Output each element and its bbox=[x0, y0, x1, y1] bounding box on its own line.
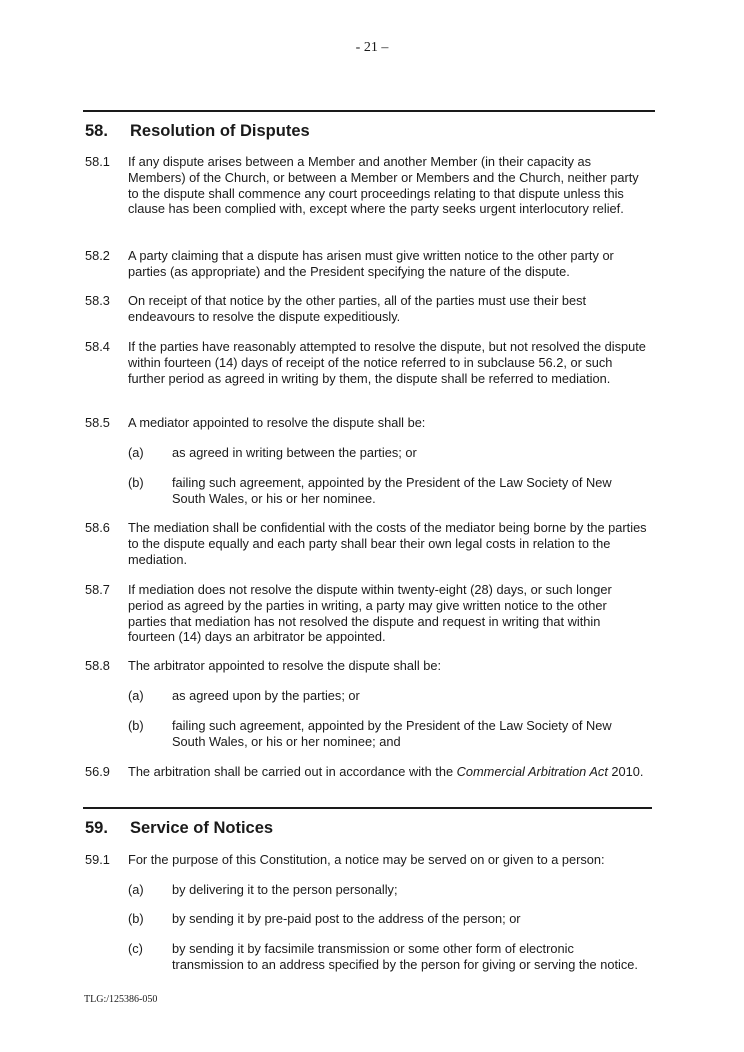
subclause-59-1-b bbox=[128, 911, 648, 927]
subclause-label: (a) bbox=[128, 688, 144, 703]
subclause-label: (a) bbox=[128, 445, 144, 460]
clause-number: 58.7 bbox=[85, 582, 110, 597]
subclause-text: by delivering it to the person personally; bbox=[172, 882, 398, 897]
subclause-label: (b) bbox=[128, 718, 144, 733]
subclause-text: by sending it by pre-paid post to the address of the person; or bbox=[172, 911, 521, 926]
clause-number: 58.2 bbox=[85, 248, 110, 263]
subclause-58-5-b bbox=[128, 475, 648, 507]
clause-58-2 bbox=[85, 248, 647, 280]
clause-text: If mediation does not resolve the dispute within twenty-eight (28) days, or such longer period as agreed by the parties in writing, a party may give written notice to the other parties that mediation has not resolved the dispute and request in writing that within fourteen (14) days an arbitrator be appointed. bbox=[128, 582, 612, 645]
section-title: Resolution of Disputes bbox=[130, 122, 310, 140]
subclause-58-8-a bbox=[128, 688, 648, 704]
clause-text: The mediation shall be confidential with the costs of the mediator being borne by the parties to the dispute equally and each party shall bear their own legal costs in relation to the mediation. bbox=[128, 520, 647, 567]
clause-56-9 bbox=[85, 764, 647, 780]
clause-58-5 bbox=[85, 415, 647, 431]
clause-text bbox=[128, 764, 647, 780]
clause-text: A party claiming that a dispute has arisen must give written notice to the other party or parties (as appropriate) and the President specifying the nature of the dispute. bbox=[128, 248, 614, 279]
subclause-text: failing such agreement, appointed by the President of the Law Society of New South Wales, or his or her nominee; and bbox=[172, 718, 612, 749]
section-divider bbox=[83, 110, 655, 112]
subclause-label: (c) bbox=[128, 941, 143, 956]
clause-text-lead: The arbitration shall be carried out in accordance with the bbox=[128, 764, 457, 779]
subclause-59-1-a bbox=[128, 882, 648, 898]
clause-number: 58.6 bbox=[85, 520, 110, 535]
clause-text: If the parties have reasonably attempted to resolve the dispute, but not resolved the dispute within fourteen (14) days of receipt of the notice referred to in subclause 56.2, or such further period as agreed in writing by them, the dispute shall be referred to mediation. bbox=[128, 339, 646, 386]
clause-58-8 bbox=[85, 658, 647, 674]
clause-number: 56.9 bbox=[85, 764, 110, 779]
act-name: Commercial Arbitration Act bbox=[456, 764, 608, 779]
clause-text: If any dispute arises between a Member and another Member (in their capacity as Members) of the Church, or between a Member or Members and the Church, neither party to the dispute shall commence any court proceedings relating to that dispute unless this clause has been complied with, except where the party seeks urgent interlocutory relief. bbox=[128, 154, 639, 217]
clause-number: 58.3 bbox=[85, 293, 110, 308]
clause-number: 59.1 bbox=[85, 852, 110, 867]
clause-number: 58.4 bbox=[85, 339, 110, 354]
subclause-text: failing such agreement, appointed by the President of the Law Society of New South Wales, or his or her nominee. bbox=[172, 475, 612, 506]
subclause-text: as agreed in writing between the parties; or bbox=[172, 445, 417, 460]
clause-text: A mediator appointed to resolve the dispute shall be: bbox=[128, 415, 426, 430]
section-divider bbox=[83, 807, 652, 809]
subclause-text: by sending it by facsimile transmission or some other form of electronic transmission to an address specified by the person for giving or serving the notice. bbox=[172, 941, 638, 972]
clause-text: For the purpose of this Constitution, a notice may be served on or given to a person: bbox=[128, 852, 605, 867]
subclause-label: (b) bbox=[128, 475, 144, 490]
clause-number: 58.5 bbox=[85, 415, 110, 430]
clause-58-7 bbox=[85, 582, 647, 645]
clause-59-1 bbox=[85, 852, 647, 868]
clause-58-4 bbox=[85, 339, 647, 386]
section-number: 58. bbox=[85, 122, 108, 140]
clause-number: 58.8 bbox=[85, 658, 110, 673]
subclause-text: as agreed upon by the parties; or bbox=[172, 688, 360, 703]
subclause-label: (b) bbox=[128, 911, 144, 926]
subclause-59-1-c bbox=[128, 941, 648, 973]
document-reference: TLG:/125386-050 bbox=[84, 994, 158, 1005]
clause-text: On receipt of that notice by the other parties, all of the parties must use their best endeavours to resolve the dispute expeditiously. bbox=[128, 293, 587, 324]
clause-58-1 bbox=[85, 154, 647, 217]
clause-text-tail: 2010. bbox=[607, 764, 644, 779]
clause-58-6 bbox=[85, 520, 647, 567]
section-number: 59. bbox=[85, 819, 108, 837]
subclause-58-8-b bbox=[128, 718, 648, 750]
page-number: - 21 – bbox=[355, 40, 389, 55]
clause-58-3 bbox=[85, 293, 647, 325]
section-title: Service of Notices bbox=[130, 819, 274, 837]
clause-number: 58.1 bbox=[85, 154, 110, 169]
subclause-label: (a) bbox=[128, 882, 144, 897]
clause-text: The arbitrator appointed to resolve the dispute shall be: bbox=[128, 658, 442, 673]
subclause-58-5-a bbox=[128, 445, 648, 461]
